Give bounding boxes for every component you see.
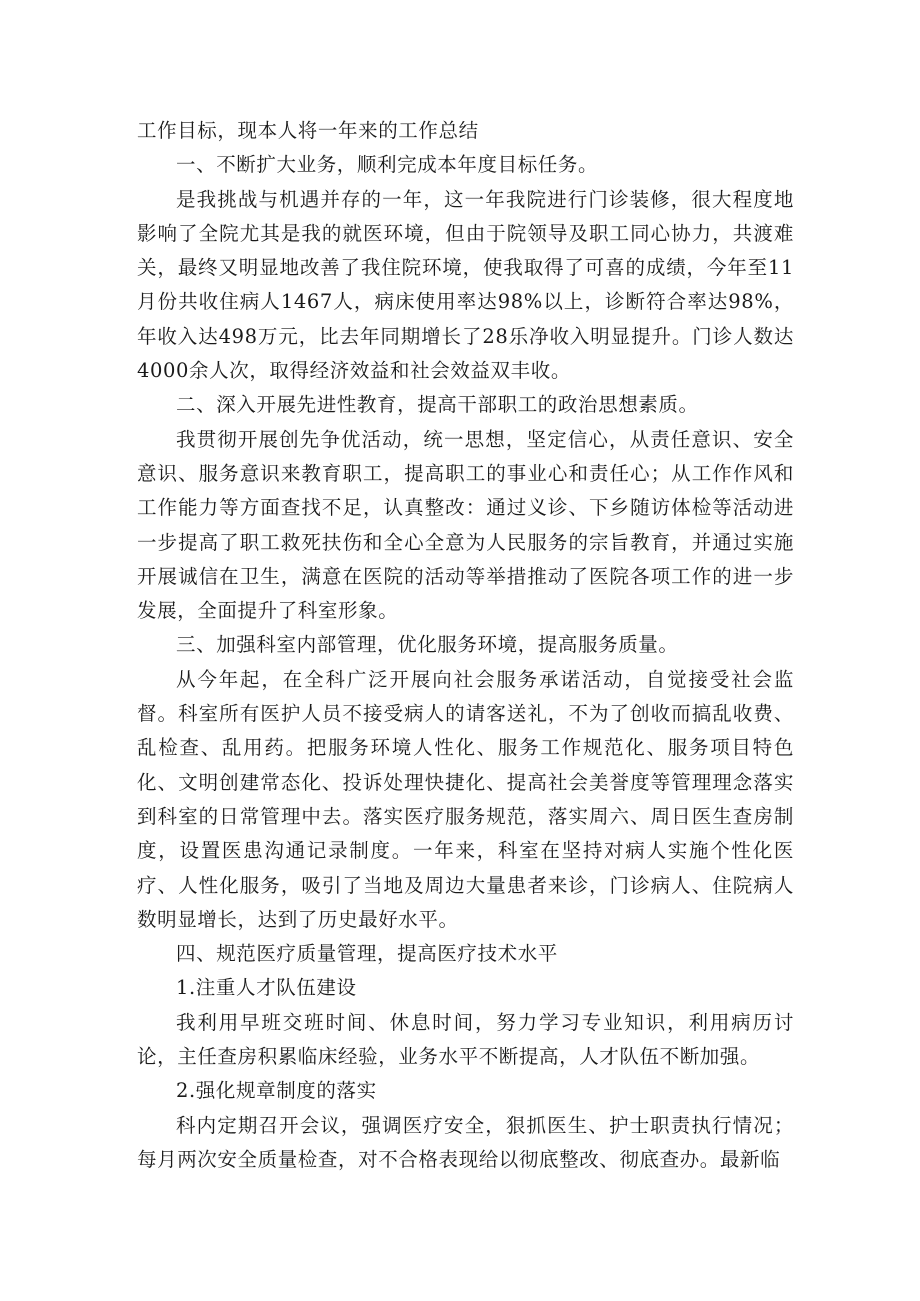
paragraph-subsection-1: 我利用早班交班时间、休息时间，努力学习专业知识，利用病历讨论，主任查房积累临床经验，业务水平不断提高，人才队伍不断加强。 bbox=[137, 1010, 794, 1069]
section-heading-4: 四、规范医疗质量管理，提高医疗技术水平 bbox=[176, 942, 558, 966]
section-heading-3: 三、加强科室内部管理，优化服务环境，提高服务质量。 bbox=[176, 633, 679, 657]
paragraph-section-3: 从今年起，在全科广泛开展向社会服务承诺活动，自觉接受社会监督。科室所有医护人员不接受病人的请客送礼，不为了创收而搞乱收费、乱检查、乱用药。把服务环境人性化、服务工作规范化、服务项目特色化、文明创建常态化、投诉处理快捷化、提高社会美誉度等管理理念落实到科室的日常管理中去。落实医疗服务规范，落实周六、周日医生查房制度，设置医患沟通记录制度。一年来，科室在坚持对病人实施个性化医疗、人性化服务，吸引了当地及周边大量患者来诊，门诊病人、住院病人数明显增长，达到了历史最好水平。 bbox=[137, 667, 794, 931]
paragraph-section-1: 是我挑战与机遇并存的一年，这一年我院进行门诊装修，很大程度地影响了全院尤其是我的就医环境，但由于院领导及职工同心协力，共渡难关，最终又明显地改善了我住院环境，使我取得了可喜的成绩，今年至11月份共收住病人1467人，病床使用率达98%以上，诊断符合率达98%，年收入达498万元，比去年同期增长了28乐净收入明显提升。门诊人数达4000余人次，取得经济效益和社会效益双丰收。 bbox=[137, 187, 794, 383]
section-heading-1: 一、不断扩大业务，顺利完成本年度目标任务。 bbox=[176, 153, 599, 177]
paragraph-section-2: 我贯彻开展创先争优活动，统一思想，坚定信心，从责任意识、安全意识、服务意识来教育职工，提高职工的事业心和责任心；从工作作风和工作能力等方面查找不足，认真整改：通过义诊、下乡随访体检等活动进一步提高了职工救死扶伤和全心全意为人民服务的宗旨教育，并通过实施开展诚信在卫生，满意在医院的活动等举措推动了医院各项工作的进一步发展，全面提升了科室形象。 bbox=[137, 427, 794, 623]
subsection-heading-1: 1.注重人才队伍建设 bbox=[176, 976, 357, 1000]
section-heading-2: 二、深入开展先进性教育，提高干部职工的政治思想素质。 bbox=[176, 393, 699, 417]
paragraph-subsection-2: 科内定期召开会议，强调医疗安全，狠抓医生、护士职责执行情况；每月两次安全质量检查，对不合格表现给以彻底整改、彻底查办。最新临 bbox=[137, 1113, 794, 1171]
paragraph-intro: 工作目标，现本人将一年来的工作总结 bbox=[137, 119, 479, 142]
subsection-heading-2: 2.强化规章制度的落实 bbox=[176, 1079, 377, 1103]
